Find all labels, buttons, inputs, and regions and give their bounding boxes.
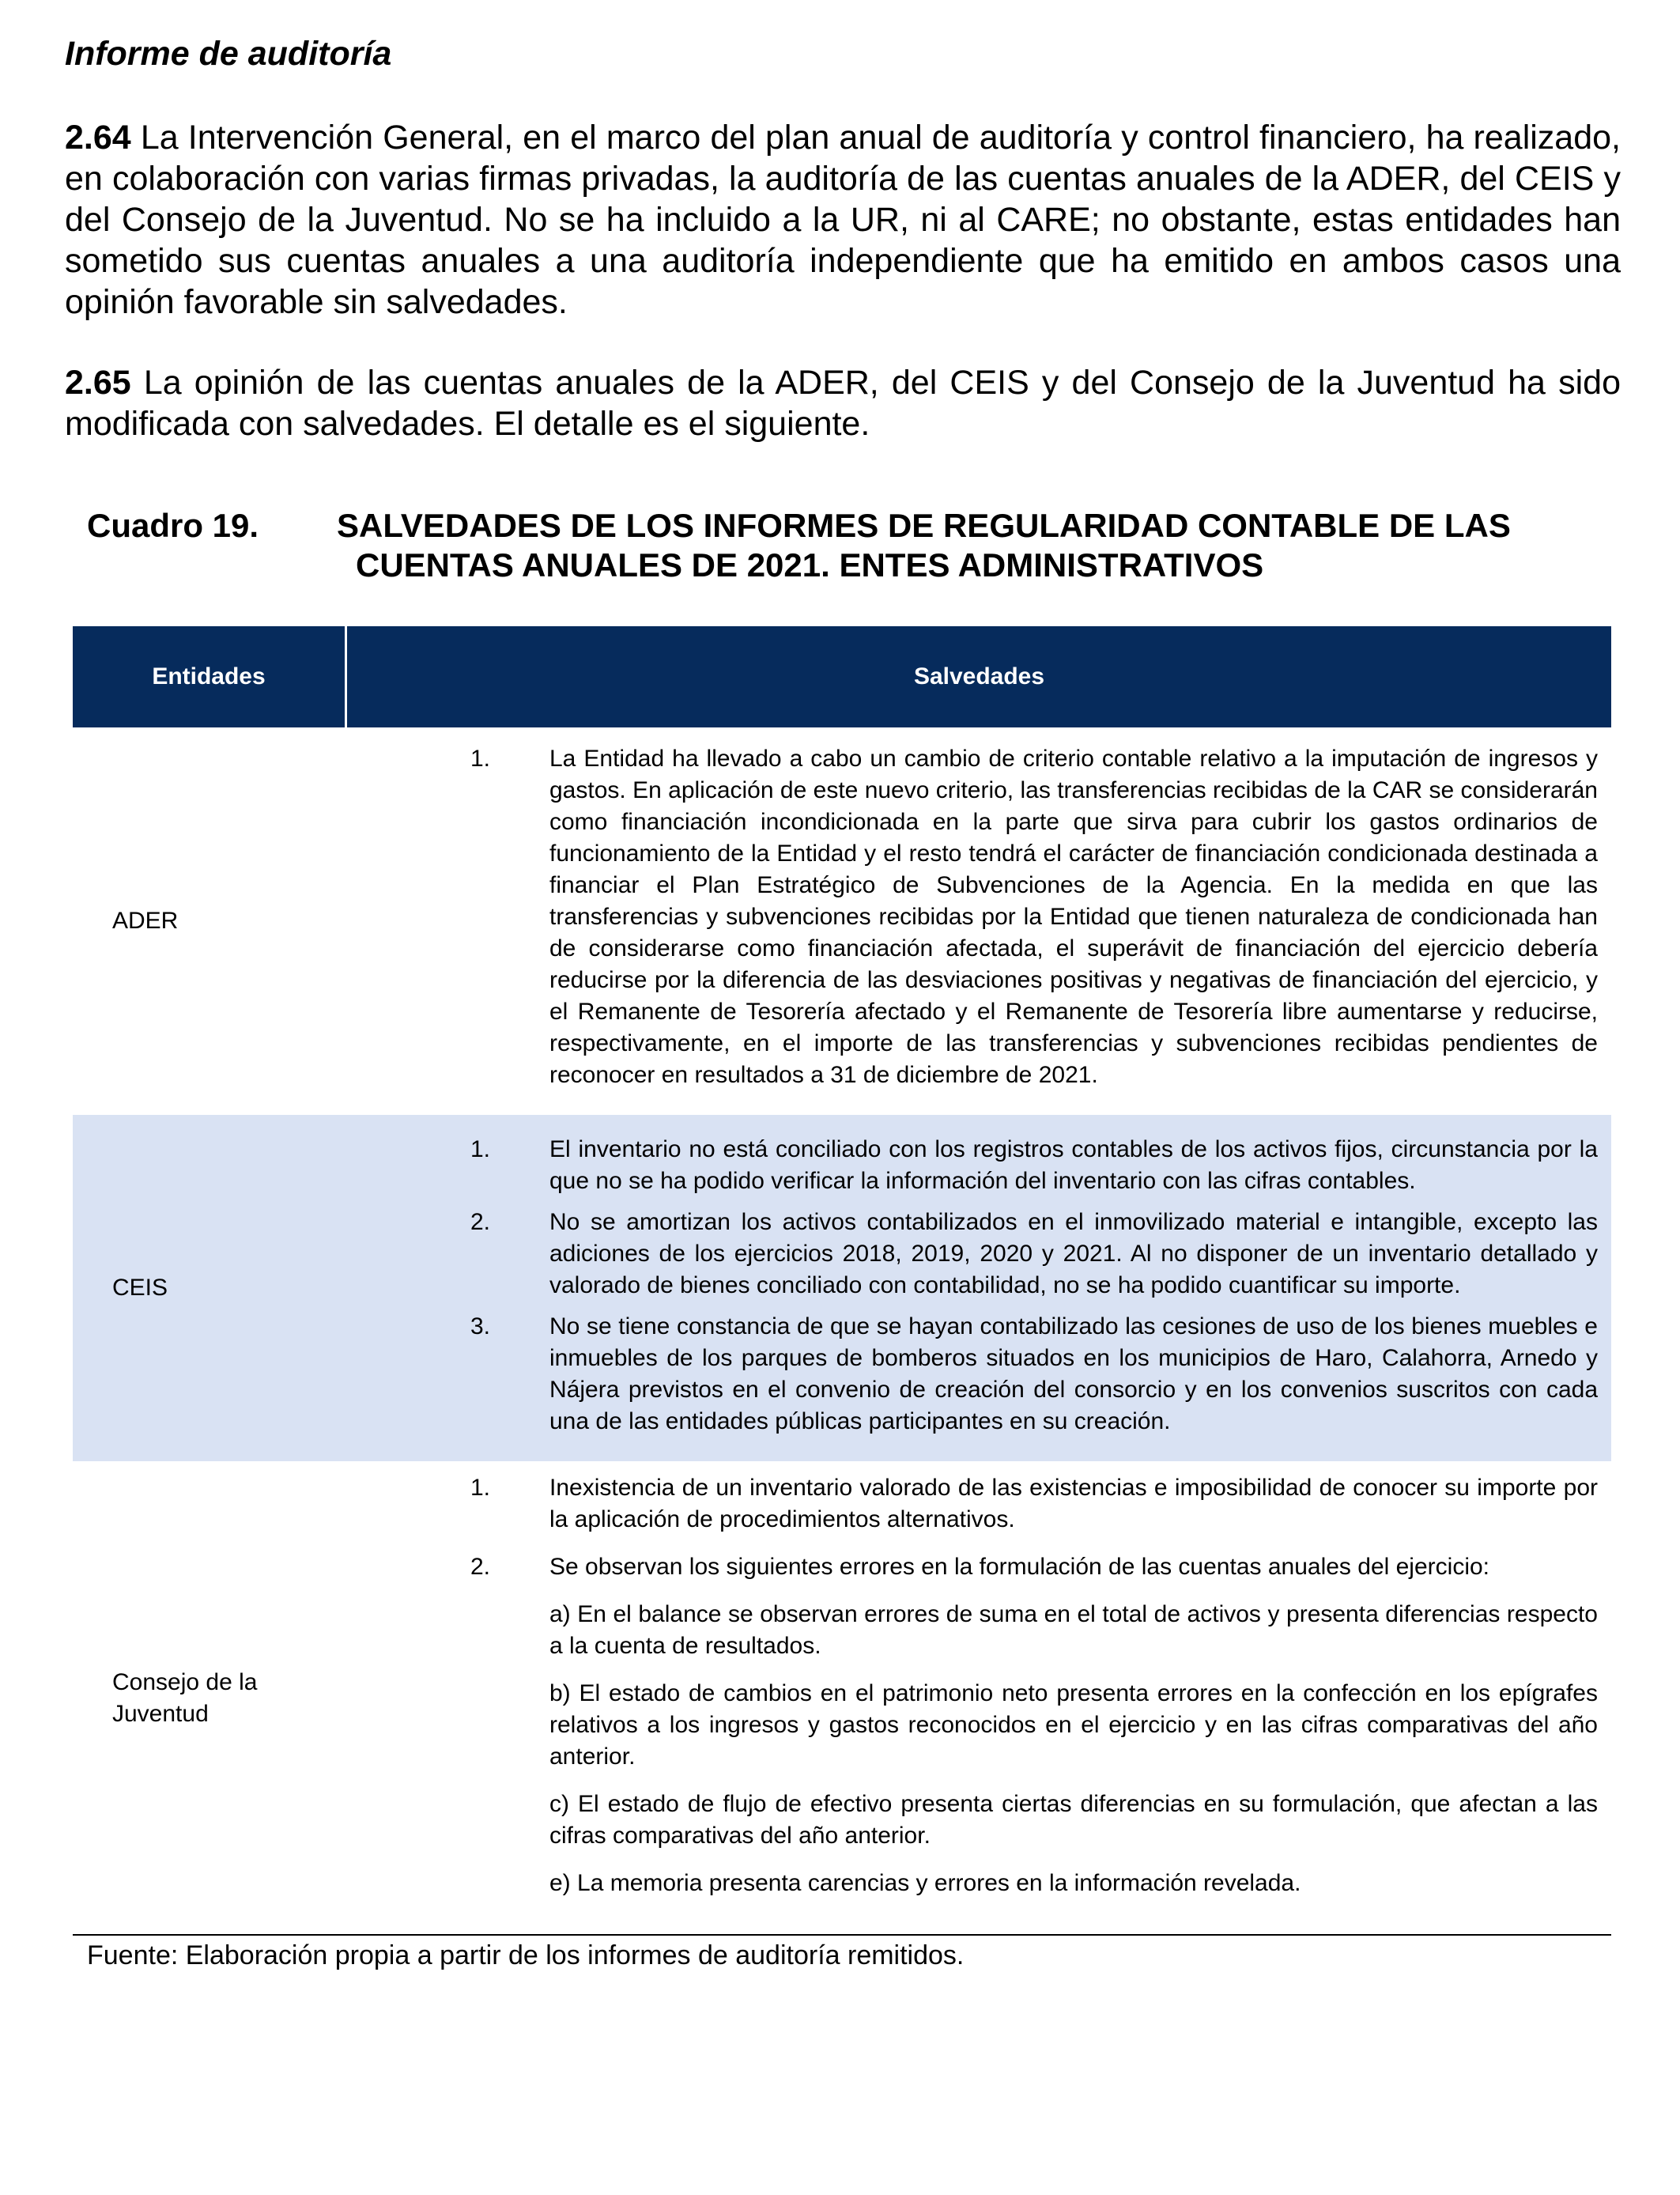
qualification-item [347, 1134, 1611, 1197]
item-number: 2. [470, 1554, 491, 1580]
qualification-item [347, 743, 1611, 1091]
qualifications-cell [347, 1115, 1611, 1461]
paragraph-number: 2.65 [65, 364, 131, 402]
source-note: Fuente: Elaboración propia a partir de los informes de auditoría remitidos. [87, 1940, 965, 1970]
qualifications-cell [347, 1461, 1611, 1936]
paragraph-text: La opinión de las cuentas anuales de la ADER, del CEIS y del Consejo de la Juventud ha sido modificada con salvedades. El detalle es el siguiente. [65, 364, 1621, 443]
sub-item: e) La memoria presenta carencias y errores en la información revelada. [549, 1870, 1301, 1896]
entity-cell [73, 1115, 347, 1461]
item-number: 3. [470, 1313, 491, 1339]
table-row-ader [73, 727, 1611, 1115]
sub-item: a) En el balance se observan errores de suma en el total de activos y presenta diferencias respecto a la cuenta de resultados. [549, 1601, 1598, 1659]
entity-name: ADER [112, 908, 179, 934]
paragraph-number: 2.64 [65, 119, 131, 157]
item-text: El inventario no está conciliado con los registros contables de los activos fijos, circunstancia por la que no se ha podido verificar la información del inventario con las cifras contables. [549, 1136, 1598, 1194]
entity-name-line2: Juventud [112, 1701, 209, 1727]
header-qualifications: Salvedades [913, 663, 1045, 689]
item-text: La Entidad ha llevado a cabo un cambio de criterio contable relativo a la imputación de ingresos y gastos. En aplicación de este nuevo criterio, las transferencias recibidas de la CAR se considerarán como financiación incondicionada en la parte que sirva para cubrir los gastos ordinarios de funcionamiento de la Entidad y el resto tendrá el carácter de financiación condicionada destinada a financiar el Plan Estratégico de Subvenciones de la Agencia. En la medida en que las transferencias y subvenciones recibidas por la Entidad que tienen naturaleza de condicionada han de considerarse como financiación afectada, el superávit de financiación del ejercicio debería reducirse por la diferencia de las desviaciones positivas y negativas de financiación del ejercicio, y el Remanente de Tesorería afectado y el Remanente de Tesorería libre aumentarse y reducirse, respectivamente, en el importe de las transferencias y subvenciones recibidas pendientes de reconocer en resultados a 31 de diciembre de 2021. [549, 746, 1598, 1088]
entity-cell [73, 727, 347, 1115]
qualification-item [347, 1207, 1611, 1302]
header-entities: Entidades [73, 626, 347, 727]
paragraph-2-64 [65, 117, 1621, 323]
item-number: 1. [470, 1475, 491, 1501]
qualification-item [347, 1472, 1611, 1536]
qualifications-cell [347, 727, 1611, 1115]
item-text: Se observan los siguientes errores en la formulación de las cuentas anuales del ejercicio: [549, 1554, 1489, 1580]
qualification-item [347, 1551, 1611, 1583]
table-caption-title [337, 506, 1633, 585]
entity-cell [73, 1461, 347, 1936]
item-number: 1. [470, 1136, 491, 1162]
table-row-ceis [73, 1115, 1611, 1461]
table-header-row [73, 626, 1611, 727]
table-caption-label: Cuadro 19. [87, 507, 259, 544]
sub-item: c) El estado de flujo de efectivo presenta ciertas diferencias en su formulación, que afectan a las cifras comparativas del año anterior. [549, 1791, 1598, 1849]
table-footnote [73, 1934, 1611, 1971]
item-text: No se tiene constancia de que se hayan contabilizado las cesiones de uso de los bienes muebles e inmuebles de los parques de bomberos situados en los municipios de Haro, Calahorra, Arnedo y Nájera previstos en el convenio de creación del consorcio y en los convenios suscritos con cada una de las entidades públicas participantes en su creación. [549, 1313, 1598, 1434]
paragraph-2-65 [65, 362, 1621, 444]
item-text: Inexistencia de un inventario valorado de las existencias e imposibilidad de conocer su importe por la aplicación de procedimientos alternativos. [549, 1475, 1598, 1532]
sub-item: b) El estado de cambios en el patrimonio neto presenta errores en la confección en los epígrafes relativos a los ingresos y gastos reconocidos en el ejercicio y en las cifras comparativas del año anterior. [549, 1680, 1598, 1770]
item-text: No se amortizan los activos contabilizados en el inmovilizado material e intangible, excepto las adiciones de los ejercicios 2018, 2019, 2020 y 2021. Al no disponer de un inventario detallado y valorado de bienes conciliado con contabilidad, no se ha podido cuantificar su importe. [549, 1209, 1598, 1298]
entity-name-line1: Consejo de la [112, 1669, 258, 1695]
qualifications-table [73, 626, 1611, 1936]
qualification-item [347, 1311, 1611, 1438]
item-number: 2. [470, 1209, 491, 1235]
table-row-consejo-juventud [73, 1461, 1611, 1936]
section-heading: Informe de auditoría [65, 35, 392, 73]
table-caption-title-line2: CUENTAS ANUALES DE 2021. ENTES ADMINISTRATIVOS [356, 546, 1264, 584]
item-number: 1. [470, 746, 491, 772]
table-caption-title-line1: SALVEDADES DE LOS INFORMES DE REGULARIDAD CONTABLE DE LAS [337, 507, 1511, 544]
entity-name: CEIS [112, 1275, 168, 1301]
paragraph-text: La Intervención General, en el marco del plan anual de auditoría y control financiero, ha realizado, en colaboración con varias firmas privadas, la auditoría de las cuentas anuales de la ADER, del CEIS y del Consejo de la Juventud. No se ha incluido a la UR, ni al CARE; no obstante, estas entidades han sometido sus cuentas anuales a una auditoría independiente que ha emitido en ambos casos una opinión favorable sin salvedades. [65, 119, 1621, 321]
